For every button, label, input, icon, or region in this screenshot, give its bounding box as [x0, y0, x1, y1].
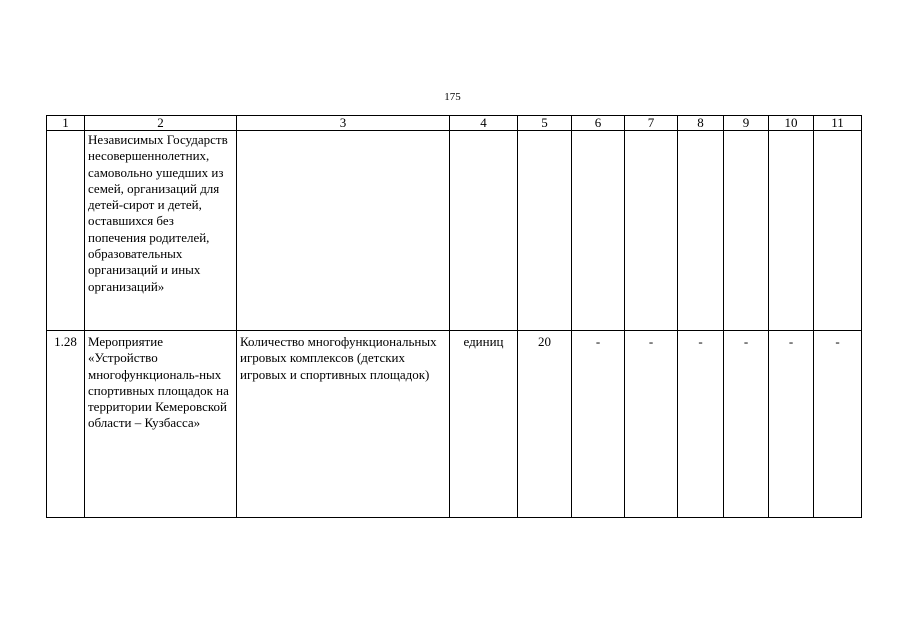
- data-table: [46, 115, 862, 518]
- value-cell: [625, 131, 678, 331]
- unit-cell: [450, 131, 518, 331]
- header-cell: 4: [450, 116, 518, 131]
- header-cell: 7: [625, 116, 678, 131]
- measure-name-cell: Мероприятие «Устройство многофункциональ-ных спортивных площадок на территории Кемеровской области – Кузбасса»: [85, 331, 237, 518]
- row-number-cell: 1.28: [47, 331, 85, 518]
- value-cell: -: [625, 331, 678, 518]
- header-cell: 3: [237, 116, 450, 131]
- value-cell: -: [678, 331, 724, 518]
- value-cell: [769, 131, 814, 331]
- value-cell: [572, 131, 625, 331]
- value-cell: [724, 131, 769, 331]
- value-cell: -: [814, 331, 862, 518]
- page-number: 175: [444, 91, 461, 103]
- indicator-cell: Количество многофункциональных игровых комплексов (детских игровых и спортивных площадок): [237, 331, 450, 518]
- table-header-row: [47, 116, 862, 131]
- value-cell: -: [724, 331, 769, 518]
- header-cell: 6: [572, 116, 625, 131]
- value-cell: -: [572, 331, 625, 518]
- row-number-cell: [47, 131, 85, 331]
- header-cell: 1: [47, 116, 85, 131]
- measure-name-cell: Независимых Государств несовершеннолетних, самовольно ушедших из семей, организаций для детей-сирот и детей, оставшихся без попечения родителей, образовательных организаций и иных организаций»: [85, 131, 237, 331]
- value-cell: [518, 131, 572, 331]
- table-row: [47, 131, 862, 331]
- header-cell: 11: [814, 116, 862, 131]
- value-cell: [678, 131, 724, 331]
- unit-cell: единиц: [450, 331, 518, 518]
- header-cell: 2: [85, 116, 237, 131]
- table-row: [47, 331, 862, 518]
- value-cell: 20: [518, 331, 572, 518]
- indicator-cell: [237, 131, 450, 331]
- header-cell: 9: [724, 116, 769, 131]
- header-cell: 5: [518, 116, 572, 131]
- header-cell: 8: [678, 116, 724, 131]
- header-cell: 10: [769, 116, 814, 131]
- value-cell: [814, 131, 862, 331]
- value-cell: -: [769, 331, 814, 518]
